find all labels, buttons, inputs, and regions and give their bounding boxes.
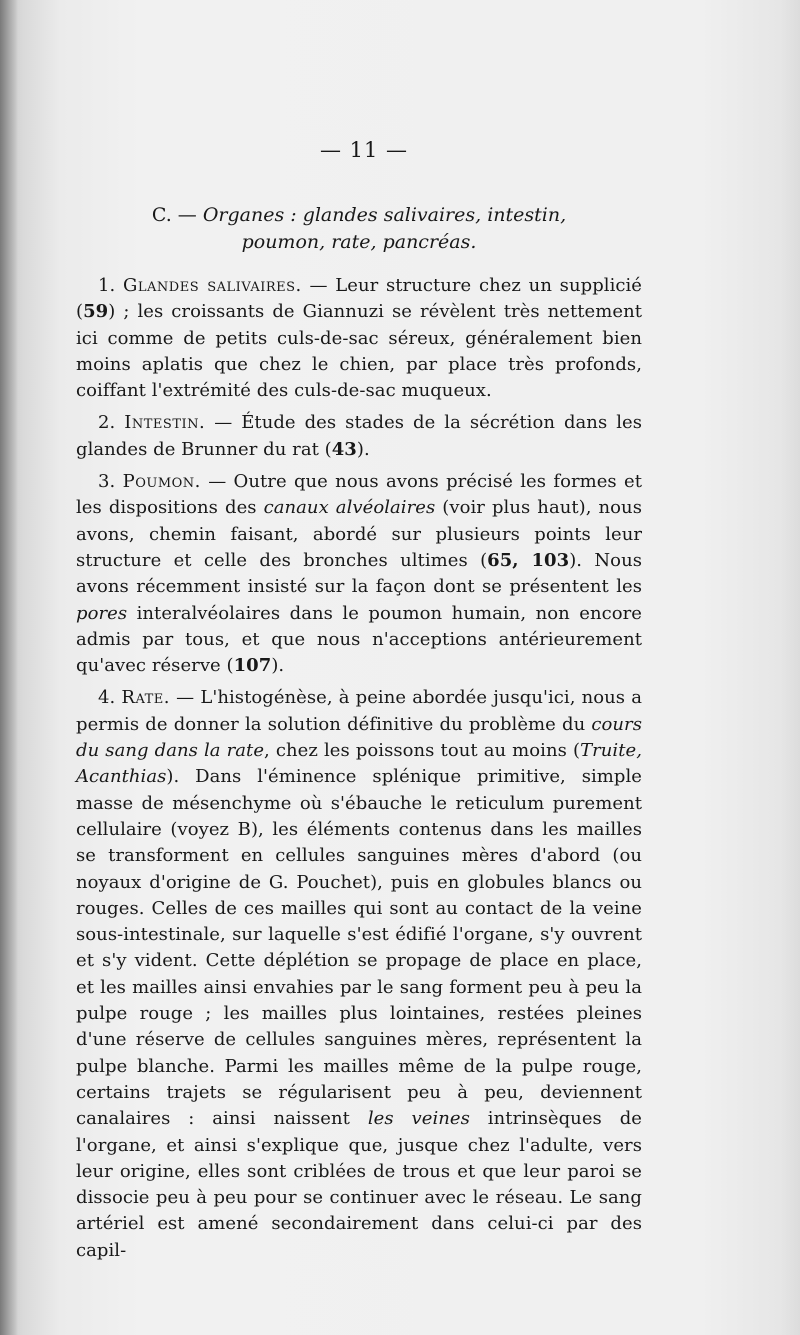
paragraph-heading: Poumon. xyxy=(122,471,201,493)
paragraph-text: ). xyxy=(356,438,370,460)
section-heading xyxy=(76,202,642,256)
italic-term: pores xyxy=(76,602,128,624)
italic-term: canaux alvéolaires xyxy=(263,497,436,519)
reference-number: 107 xyxy=(233,655,272,677)
paragraph-text: (voir plus haut), nous avons, chemin faisant, abordé sur plusieurs points leur structure et celle des bronches ultimes ( xyxy=(76,497,642,571)
paragraph-text: interalvéolaires dans le poumon humain, non encore admis par tous, et que nous n'acceptions antérieurement qu'avec réserve ( xyxy=(76,602,642,677)
section-prefix: C. — xyxy=(151,204,197,226)
paragraph-intestin xyxy=(76,410,642,463)
paragraph-number: 1. xyxy=(98,275,123,296)
paragraph-text: , chez les poissons tout au moins ( xyxy=(264,740,581,762)
reference-number: 43 xyxy=(331,438,357,460)
page-content xyxy=(76,138,642,1270)
paragraph-number: 2. xyxy=(98,412,125,434)
italic-term: cours du sang dans la rate xyxy=(76,713,642,762)
paragraph-glandes-salivaires xyxy=(76,273,642,404)
page-gutter-shadow xyxy=(0,0,18,1335)
paragraph-heading: Glandes salivaires. xyxy=(123,275,302,296)
paragraph-rate xyxy=(76,685,642,1264)
paragraph-text: — Leur structure chez un supplicié ( xyxy=(76,275,643,323)
section-title-line-1: Organes : glandes salivaires, intestin, xyxy=(202,204,567,226)
paragraph-number: 3. xyxy=(98,471,123,493)
reference-number: 59 xyxy=(83,301,109,323)
page-number: — 11 — xyxy=(319,138,409,162)
paragraph-text: ). Dans l'éminence splénique primitive, simple masse de mésenchyme où s'ébauche le reticulum purement cellulaire (voyez B), les éléments contenus dans les mailles se transforment en cellules sanguines mères d'abord (ou noyaux d'origine de G. Pouchet), puis en globules blancs ou rouges. Celles de ces mailles qui sont au contact de la veine sous-intestinale, sur laquelle s'est édifié l'organe, s'y ouvrent et s'y vident. Cette déplétion se propage de place en place, et les mailles ainsi envahies par le sang forment peu à peu la pulpe rouge ; les mailles plus lointaines, restées pleines d'une réserve de cellules sanguines mères, représentent la pulpe blanche. Parmi les mailles même de la pulpe rouge, certains trajets se régularisent peu à peu, deviennent canalaires : ainsi naissent xyxy=(76,766,642,1130)
paragraph-text: — Outre que nous avons précisé les formes et les dispositions des xyxy=(76,471,643,519)
paragraph-text: ) ; les croissants de Giannuzi se révèlent très nettement ici comme de petits culs-de-sac séreux, généralement bien moins aplatis que chez le chien, par place très profonds, coiffant l'extrémité des culs-de-sac muqueux. xyxy=(76,301,642,402)
paragraph-text: — L'histogénèse, à peine abordée jusqu'ici, nous a permis de donner la solution définitive du problème du xyxy=(76,687,642,735)
paragraph-heading: Rate. xyxy=(121,687,171,709)
paragraph-text: ). Nous avons récemment insisté sur la façon dont se présentent les xyxy=(76,549,643,598)
reference-number: 65, 103 xyxy=(487,549,570,571)
paragraph-poumon xyxy=(76,469,642,679)
paragraph-heading: Intestin. xyxy=(124,412,206,434)
paragraph-text: ). xyxy=(271,655,285,677)
italic-term: les veines xyxy=(367,1108,470,1130)
section-title-line-2: poumon, rate, pancréas. xyxy=(241,231,477,253)
italic-term: Truite, Acanthias xyxy=(76,740,642,788)
paragraph-number: 4. xyxy=(98,687,122,709)
paragraph-text: — Étude des stades de la sécrétion dans les glandes de Brunner du rat ( xyxy=(76,412,643,460)
paragraph-text: intrinsèques de l'organe, et ainsi s'explique que, jusque chez l'adulte, vers leur origine, elles sont criblées de trous et que leur paroi se dissocie peu à peu pour se continuer avec le réseau. Le sang artériel est amené secondairement dans celui-ci par des capil- xyxy=(76,1108,642,1261)
